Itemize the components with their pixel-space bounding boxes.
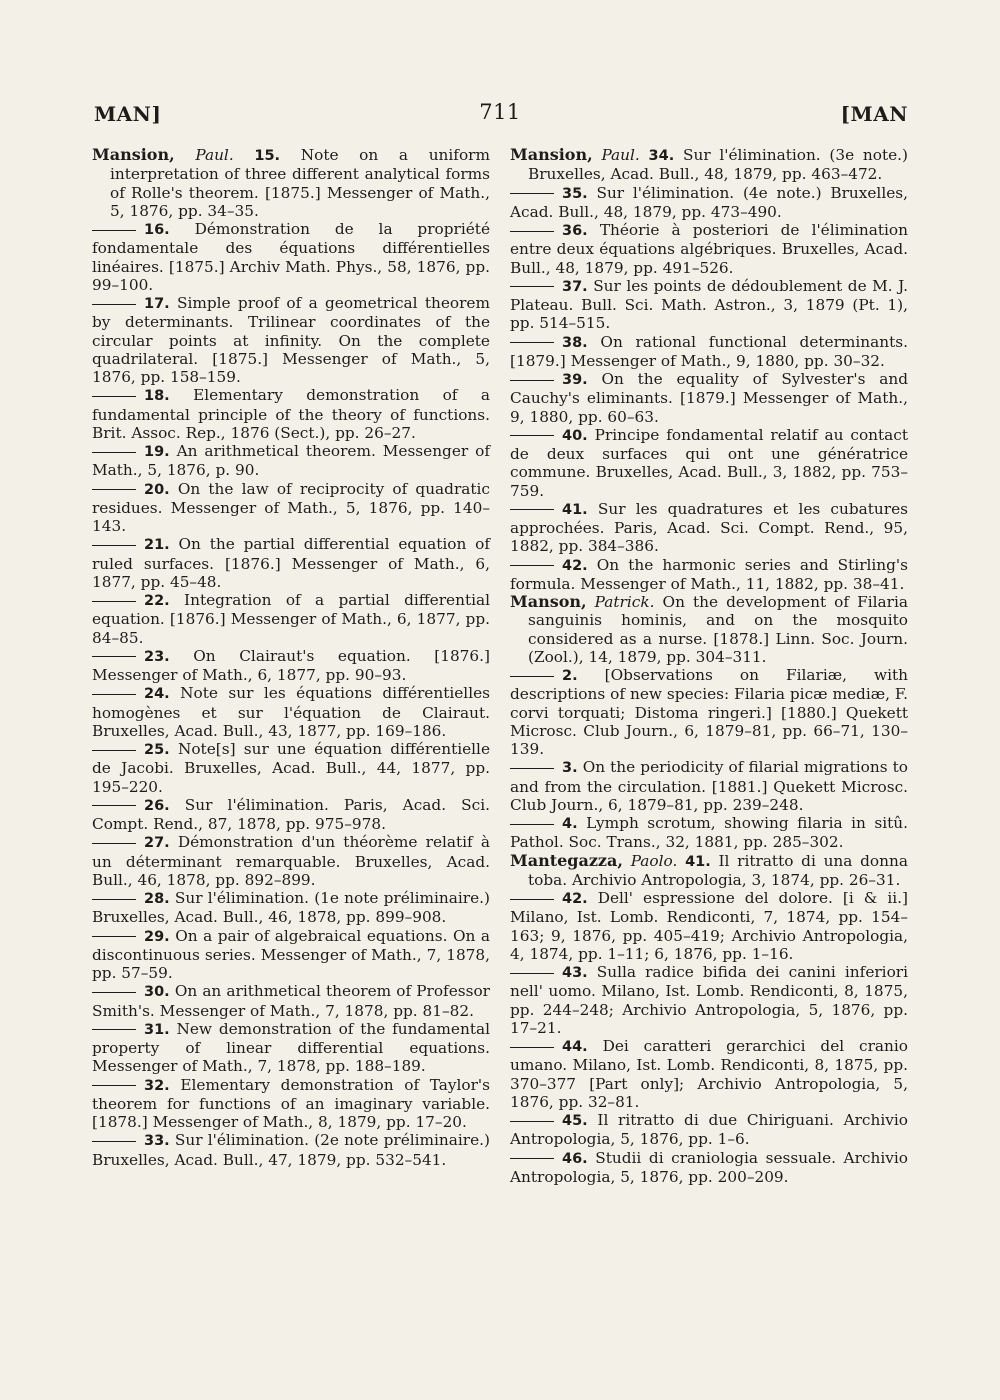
entry-text: Lymph scrotum, showing filaria in sitû. Pathol. Soc. Trans., 32, 1881, pp. 285–302. [510, 814, 908, 852]
author-given-name: Paul. [601, 146, 640, 164]
bibliography-entry [510, 593, 908, 666]
entry-number: 33. [144, 1133, 170, 1150]
entry-text: Sulla radice bifida dei canini inferiori nell' uomo. Milano, Ist. Lomb. Rendiconti, 8, 1875, pp. 244–248; Archivio Antropologia, 5, 1876, pp. 17–21. [510, 963, 908, 1037]
entry-number: 18. [144, 388, 170, 405]
entry-text: Sur l'élimination. (4e note.) Bruxelles, Acad. Bull., 48, 1879, pp. 473–490. [510, 183, 908, 221]
entry-number: 28. [144, 891, 170, 907]
ditto-dash [510, 973, 554, 974]
running-head-right: [MAN [840, 102, 908, 126]
entry-number: 25. [144, 742, 170, 758]
ditto-dash [92, 1029, 136, 1030]
entry-number: 4. [562, 816, 578, 832]
entry-text: Principe fondamental relatif au contact de deux surfaces qui ont une génératrice commune. Bruxelles, Acad. Bull., 3, 1882, pp. 753–759. [510, 425, 908, 500]
bibliography-entry [92, 146, 490, 220]
ditto-dash [510, 1047, 554, 1048]
entry-text: Studii di craniologia sessuale. Archivio Antropologia, 5, 1876, pp. 200–209. [510, 1148, 908, 1186]
bibliography-entry [92, 927, 490, 983]
entry-number: 43. [562, 965, 588, 981]
bibliography-entry [92, 1131, 490, 1169]
entry-number: 15. [254, 148, 281, 164]
entry-number: 27. [144, 835, 170, 852]
entry-number: 22. [144, 593, 170, 609]
bibliography-entry [92, 220, 490, 294]
entry-text: Il ritratto di due Chiriguani. Archivio Antropologia, 5, 1876, pp. 1–6. [510, 1111, 908, 1149]
bibliography-entry [92, 480, 490, 536]
entry-text: Sur l'élimination. (1e note préliminaire.) Bruxelles, Acad. Bull., 46, 1878, pp. 899–908. [92, 889, 490, 927]
ditto-dash [92, 452, 136, 453]
bibliography-entry [510, 666, 908, 758]
entry-number: 19. [144, 444, 170, 460]
bibliography-entry [92, 740, 490, 796]
ditto-dash [92, 396, 136, 397]
bibliography-entry [510, 370, 908, 426]
entry-text: Sur l'élimination. (3e note.) Bruxelles, Acad. Bull., 48, 1879, pp. 463–472. [528, 146, 909, 184]
bibliography-entry [510, 1111, 908, 1149]
entry-text: Note sur les équations différentielles homogènes et sur l'équation de Clairaut. Bruxelles, Acad. Bull., 43, 1877, pp. 169–186. [92, 684, 490, 740]
ditto-dash [92, 489, 136, 490]
bibliography-entry [510, 889, 908, 963]
entry-number: 29. [144, 928, 170, 945]
entry-text: [Observations on Filariæ, with descriptions of new species: Filaria picæ mediæ, F. corvi torquati; Distoma ringeri.] [1880.] Quekett Microsc. Club Journ., 6, 1879–81, pp. 66–71, 130–139. [510, 666, 908, 758]
entry-number: 24. [144, 686, 170, 703]
ditto-dash [510, 509, 554, 510]
bibliography-entry [510, 814, 908, 852]
entry-text: An arithmetical theorem. Messenger of Math., 5, 1876, p. 90. [92, 442, 490, 480]
bibliography-entry [510, 852, 908, 890]
bibliography-entry [92, 647, 490, 685]
entry-text: On the partial differential equation of ruled surfaces. [1876.] Messenger of Math., 6, 1877, pp. 45–48. [92, 535, 490, 591]
entry-number: 32. [144, 1077, 170, 1094]
entry-number: 17. [144, 296, 170, 312]
entry-number: 30. [144, 984, 170, 1001]
entry-number: 45. [562, 1113, 588, 1129]
ditto-dash [92, 899, 136, 900]
entry-text: On the periodicity of filarial migrations to and from the circulation. [1881.] Quekett Microsc. Club Journ., 6, 1879–81, pp. 239–248. [510, 758, 908, 814]
bibliography-entry [92, 442, 490, 480]
bibliography-entry [510, 758, 908, 814]
bibliography-entry [92, 1020, 490, 1076]
ditto-dash [92, 805, 136, 806]
entry-number: 41. [685, 853, 711, 870]
entry-text: Sur l'élimination. Paris, Acad. Sci. Compt. Rend., 87, 1878, pp. 975–978. [92, 795, 490, 833]
entry-number: 44. [562, 1039, 588, 1055]
entry-text: Théorie à posteriori de l'élimination entre deux équations algébriques. Bruxelles, Acad. Bull., 48, 1879, pp. 491–526. [510, 221, 908, 277]
ditto-dash [510, 565, 554, 566]
entry-text: On the development of Filaria sanguinis hominis, and on the mosquito considered as a nurse. [1878.] Linn. Soc. Journ. (Zool.), 14, 1879, pp. 304–311. [528, 593, 908, 666]
author-name: Mantegazza, [510, 850, 623, 870]
ditto-dash [92, 1085, 136, 1086]
bibliography-entry [92, 796, 490, 834]
ditto-dash [92, 1141, 136, 1142]
ditto-dash [510, 676, 554, 677]
bibliography-entry [510, 963, 908, 1037]
entry-number: 41. [562, 501, 588, 518]
ditto-dash [92, 656, 136, 657]
ditto-dash [92, 843, 136, 844]
entry-text: Démonstration de la propriété fondamentale des équations différentielles linéaires. [1875.] Archiv Math. Phys., 58, 1876, pp. 99–100. [92, 220, 490, 294]
entry-number: 31. [144, 1021, 170, 1038]
entry-text: Note on a uniform interpretation of three different analytical forms of Rolle's theorem. [1875.] Messenger of Math., 5, 1876, pp. 34–35. [110, 146, 490, 220]
ditto-dash [510, 342, 554, 343]
bibliography-entry [510, 221, 908, 277]
bibliography-entry [510, 500, 908, 556]
ditto-dash [92, 304, 136, 305]
ditto-dash [510, 231, 554, 232]
bibliography-entry [510, 1037, 908, 1111]
entry-text: Elementary demonstration of Taylor's theorem for functions of an imaginary variable. [1878.] Messenger of Math., 8, 1879, pp. 17–20. [92, 1075, 490, 1131]
entry-text: Elementary demonstration of a fundamental principle of the theory of functions. Brit. Assoc. Rep., 1876 (Sect.), pp. 26–27. [92, 386, 490, 442]
entry-number: 35. [562, 185, 588, 202]
entry-number: 34. [648, 148, 675, 164]
entry-text: New demonstration of the fundamental property of linear differential equations. Messenger of Math., 7, 1878, pp. 188–189. [92, 1019, 490, 1076]
ditto-dash [92, 230, 136, 231]
entry-text: Integration of a partial differential equation. [1876.] Messenger of Math., 6, 1877, pp. 84–85. [92, 591, 490, 647]
bibliography-entry [510, 146, 908, 184]
author-given-name: Paolo. [630, 851, 678, 870]
bibliography-entry [510, 333, 908, 371]
page-number: 711 [479, 100, 521, 124]
entry-number: 37. [562, 278, 588, 295]
author-given-name: Patrick. [594, 593, 655, 611]
entry-number: 2. [562, 668, 578, 684]
ditto-dash [92, 694, 136, 695]
entry-text: On the equality of Sylvester's and Cauchy's eliminants. [1879.] Messenger of Math., 9, 1880, pp. 60–63. [510, 370, 908, 426]
ditto-dash [510, 824, 554, 825]
entry-number: 42. [562, 891, 588, 907]
bibliography-entry [510, 184, 908, 222]
ditto-dash [510, 768, 554, 769]
author-name: Mansion, [92, 145, 175, 164]
entry-number: 46. [562, 1150, 588, 1167]
bibliography-entry [92, 889, 490, 927]
ditto-dash [92, 750, 136, 751]
bibliography-entry [510, 277, 908, 333]
bibliography-entry [92, 294, 490, 386]
entry-number: 36. [562, 223, 588, 239]
author-name: Manson, [510, 592, 587, 611]
ditto-dash [510, 1158, 554, 1159]
ditto-dash [92, 936, 136, 937]
entry-text: Il ritratto di una donna toba. Archivio Antropologia, 3, 1874, pp. 26–31. [528, 851, 908, 889]
entry-number: 42. [562, 557, 588, 574]
entry-number: 23. [144, 648, 170, 665]
entry-number: 38. [562, 334, 588, 351]
bibliography-entry [510, 1149, 908, 1187]
entry-number: 16. [144, 222, 170, 238]
entry-text: On an arithmetical theorem of Professor Smith's. Messenger of Math., 7, 1878, pp. 81–82. [92, 982, 490, 1020]
ditto-dash [510, 193, 554, 194]
entry-number: 40. [562, 427, 588, 444]
ditto-dash [510, 899, 554, 900]
bibliography-entry [92, 535, 490, 591]
entry-number: 3. [562, 760, 578, 777]
entry-text: On Clairaut's equation. [1876.] Messenger of Math., 6, 1877, pp. 90–93. [92, 646, 490, 684]
entry-number: 39. [562, 372, 588, 388]
ditto-dash [92, 601, 136, 602]
entry-text: Dei caratteri gerarchici del cranio umano. Milano, Ist. Lomb. Rendiconti, 8, 1875, pp. 370–377 [Part only]; Archivio Antropologia, 5, 1876, pp. 32–81. [510, 1037, 908, 1111]
entry-number: 21. [144, 537, 170, 554]
ditto-dash [510, 435, 554, 436]
entry-text: Note[s] sur une équation différentielle de Jacobi. Bruxelles, Acad. Bull., 44, 1877, pp. 195–220. [92, 740, 490, 796]
bibliography-entry [92, 591, 490, 647]
entry-text: Sur les quadratures et les cubatures approchées. Paris, Acad. Sci. Compt. Rend., 95, 1882, pp. 384–386. [510, 499, 908, 556]
ditto-dash [92, 545, 136, 546]
ditto-dash [510, 1121, 554, 1122]
entry-text: Dell' espressione del dolore. [i & ii.] Milano, Ist. Lomb. Rendiconti, 7, 1874, pp. 154–163; 9, 1876, pp. 405–419; Archivio Antropologia, 4, 1874, pp. 1–11; 6, 1876, pp. 1–16. [510, 889, 908, 963]
running-head-left: MAN] [94, 102, 162, 126]
entry-text: Sur les points de dédoublement de M. J. Plateau. Bull. Sci. Math. Astron., 3, 1879 (Pt. 1), pp. 514–515. [510, 276, 908, 333]
bibliography-entry [92, 833, 490, 889]
entry-text: On the harmonic series and Stirling's formula. Messenger of Math., 11, 1882, pp. 38–41. [510, 555, 908, 593]
entry-text: On the law of reciprocity of quadratic residues. Messenger of Math., 5, 1876, pp. 140–143. [92, 479, 490, 535]
entry-text: On a pair of algebraical equations. On a discontinuous series. Messenger of Math., 7, 1878, pp. 57–59. [92, 926, 490, 982]
bibliography-entry [510, 426, 908, 500]
entry-number: 26. [144, 797, 170, 814]
entry-text: Sur l'élimination. (2e note préliminaire.) Bruxelles, Acad. Bull., 47, 1879, pp. 532–541. [92, 1131, 490, 1169]
left-column [92, 146, 490, 1169]
entry-number: 20. [144, 481, 170, 498]
author-given-name: Paul. [195, 146, 234, 164]
bibliography-entry [92, 982, 490, 1020]
entry-text: Démonstration d'un théorème relatif à un déterminant remarquable. Bruxelles, Acad. Bull., 46, 1878, pp. 892–899. [92, 833, 490, 889]
entry-text: Simple proof of a geometrical theorem by determinants. Trilinear coordinates of the circular points at infinity. On the complete quadrilateral. [1875.] Messenger of Math., 5, 1876, pp. 158–159. [92, 294, 490, 386]
bibliography-entry [92, 1076, 490, 1132]
ditto-dash [510, 286, 554, 287]
bibliography-entry [92, 684, 490, 740]
entry-text: On rational functional determinants. [1879.] Messenger of Math., 9, 1880, pp. 30–32. [510, 332, 908, 370]
bibliography-entry [92, 386, 490, 442]
bibliography-entry [510, 556, 908, 594]
ditto-dash [92, 992, 136, 993]
right-column [510, 146, 908, 1186]
ditto-dash [510, 380, 554, 381]
author-name: Mansion, [510, 145, 593, 164]
